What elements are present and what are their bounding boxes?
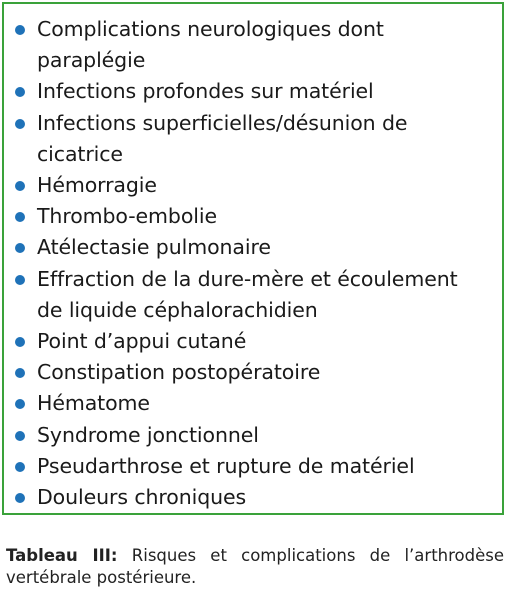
bullet-icon [15, 212, 25, 222]
list-item [15, 14, 502, 76]
list-item [15, 482, 502, 513]
list-item-text: Point d’appui cutané [37, 329, 247, 354]
list-item-text: Infections superficielles/désunion de cicatrice [37, 110, 408, 166]
complications-list [4, 4, 502, 513]
bullet-icon [15, 462, 25, 472]
bullet-icon [15, 25, 25, 35]
list-item [15, 170, 502, 201]
list-item-text: Hémorragie [37, 173, 157, 198]
list-item-text: Thrombo-embolie [37, 204, 217, 229]
list-item-text: Hématome [37, 391, 150, 416]
bullet-icon [15, 181, 25, 191]
list-item-text: Constipation postopératoire [37, 360, 321, 385]
list-item [15, 232, 502, 263]
list-item-text: Complications neurologiques dont paraplégie [37, 17, 384, 73]
list-item-text: Atélectasie pulmonaire [37, 235, 271, 260]
list-item-text: Douleurs chroniques [37, 485, 247, 510]
list-item [15, 388, 502, 419]
list-item [15, 108, 502, 170]
list-item [15, 326, 502, 357]
bullet-icon [15, 493, 25, 503]
complications-table [2, 2, 504, 515]
caption-text: Risques et complications de l’arthrodèse vertébrale postérieure. [6, 546, 505, 587]
list-item [15, 357, 502, 388]
list-item-text: Effraction de la dure-mère et écoulement de liquide céphalorachidien [37, 266, 458, 322]
bullet-icon [15, 431, 25, 441]
bullet-icon [15, 368, 25, 378]
bullet-icon [15, 337, 25, 347]
bullet-icon [15, 243, 25, 253]
list-item [15, 201, 502, 232]
list-item [15, 451, 502, 482]
list-item [15, 264, 502, 326]
list-item-text: Infections profondes sur matériel [37, 79, 374, 104]
table-caption [6, 545, 504, 589]
bullet-icon [15, 399, 25, 409]
list-item-text: Pseudarthrose et rupture de matériel [37, 453, 415, 478]
list-item [15, 420, 502, 451]
bullet-icon [15, 275, 25, 285]
bullet-icon [15, 87, 25, 97]
caption-label: Tableau III: [6, 546, 118, 565]
bullet-icon [15, 119, 25, 129]
list-item-text: Syndrome jonctionnel [37, 422, 259, 447]
list-item [15, 76, 502, 107]
